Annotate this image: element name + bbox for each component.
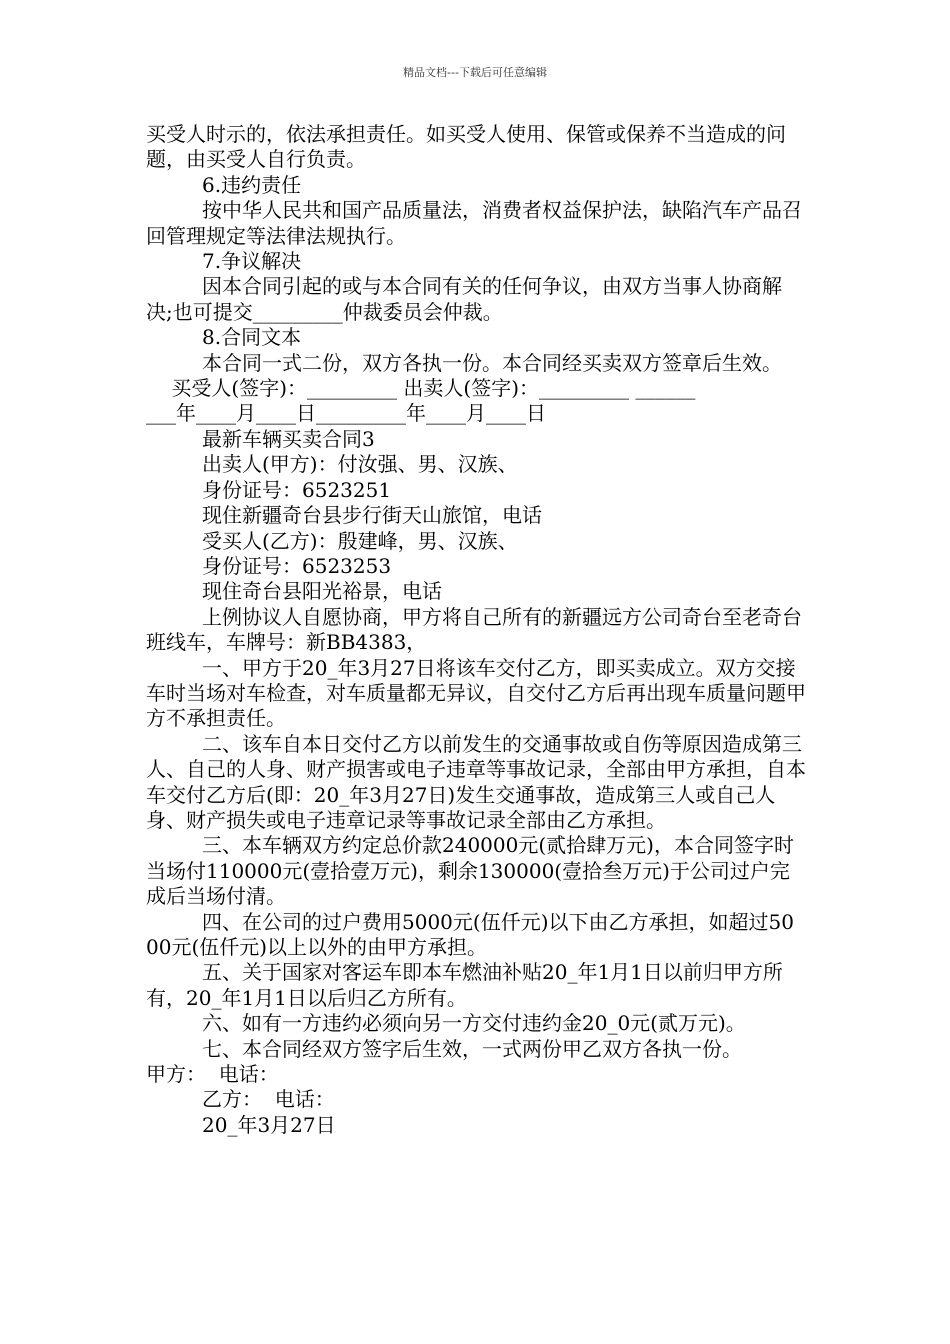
seller-address: 现住新疆奇台县步行街天山旅馆，电话 [202,503,542,528]
clause-6: 六、如有一方违约必须向另一方交付违约金20_0元(贰万元)。 [202,1011,746,1036]
buyer-id: 身份证号：6523253 [202,553,392,578]
paragraph-dispute: 因本合同引起的或与本合同有关的任何争议，由双方当事人协商解决;也可提交_________仲裁委员会仲裁。 [146,274,782,324]
clause-3: 三、本车辆双方约定总价款240000元(贰拾肆万元)，本合同签字时当场付110000元(壹拾壹万元)，剩余130000(壹拾叁万元)于公司过户完成后当场付清。 [146,833,794,909]
buyer-address: 现住奇台县阳光裕景，电话 [202,579,442,604]
section-heading-contract-text: 8.合同文本 [202,325,302,350]
paragraph-buyer-responsibility: 买受人时示的，依法承担责任。如买受人使用、保管或保养不当造成的问题，由买受人自行负责。 [146,122,786,172]
paragraph-contract-text: 本合同一式二份，双方各执一份。本合同经买卖双方签章后生效。 [202,350,782,375]
clause-2: 二、该车自本日交付乙方以前发生的交通事故或自伤等原因造成第三人、自己的人身、财产损害或电子违章等事故记录，全部由甲方承担，自本车交付乙方后(即：20_年3月27日)发生交通事故，造成第三人或自己人身、财产损失或电子违章记录等事故记录全部由乙方承担。 [146,731,806,832]
clause-5: 五、关于国家对客运车即本车燃油补贴20_年1月1日以前归甲方所有，20_年1月1日以后归乙方所有。 [146,960,783,1010]
clause-1: 一、甲方于20_年3月27日将该车交付乙方，即买卖成立。双方交接车时当场对车检查，对车质量都无异议，自交付乙方后再出现车质量问题甲方不承担责任。 [146,655,806,731]
clause-7: 七、本合同经双方签字后生效，一式两份甲乙双方各执一份。 [202,1036,742,1061]
document-body [146,122,806,1138]
party-b-signature: 乙方： 电话： [202,1087,335,1112]
seller-info: 出卖人(甲方)：付汝强、男、汉族、 [202,452,518,477]
paragraph-breach: 按中华人民共和国产品质量法，消费者权益保护法，缺陷汽车产品召回管理规定等法律法规执行。 [146,198,802,248]
signing-date: 20_年3月27日 [202,1112,336,1137]
party-a-signature: 甲方： 电话： [146,1062,279,1087]
page-header: 精品文档---下载后可任意编辑 [403,66,547,79]
contract-title: 最新车辆买卖合同3 [202,426,375,451]
signature-date-line: ___年____月____日_________年____月____日 [146,401,546,426]
buyer-info: 受买人(乙方)：殷建峰，男、汉族、 [202,528,518,553]
paragraph-agreement: 上例协议人自愿协商，甲方将自己所有的新疆远方公司奇台至老奇台班线车，车牌号：新BB4383， [146,604,802,655]
signature-line: 买受人(签字)：_________ 出卖人(签字)：_________ ______ [146,376,696,401]
section-heading-dispute: 7.争议解决 [202,249,302,274]
section-heading-breach: 6.违约责任 [202,172,302,197]
clause-4: 四、在公司的过户费用5000元(伍仟元)以下由乙方承担，如超过5000元(伍仟元)以上以外的由甲方承担。 [146,909,794,959]
seller-id: 身份证号：6523251 [202,477,392,502]
